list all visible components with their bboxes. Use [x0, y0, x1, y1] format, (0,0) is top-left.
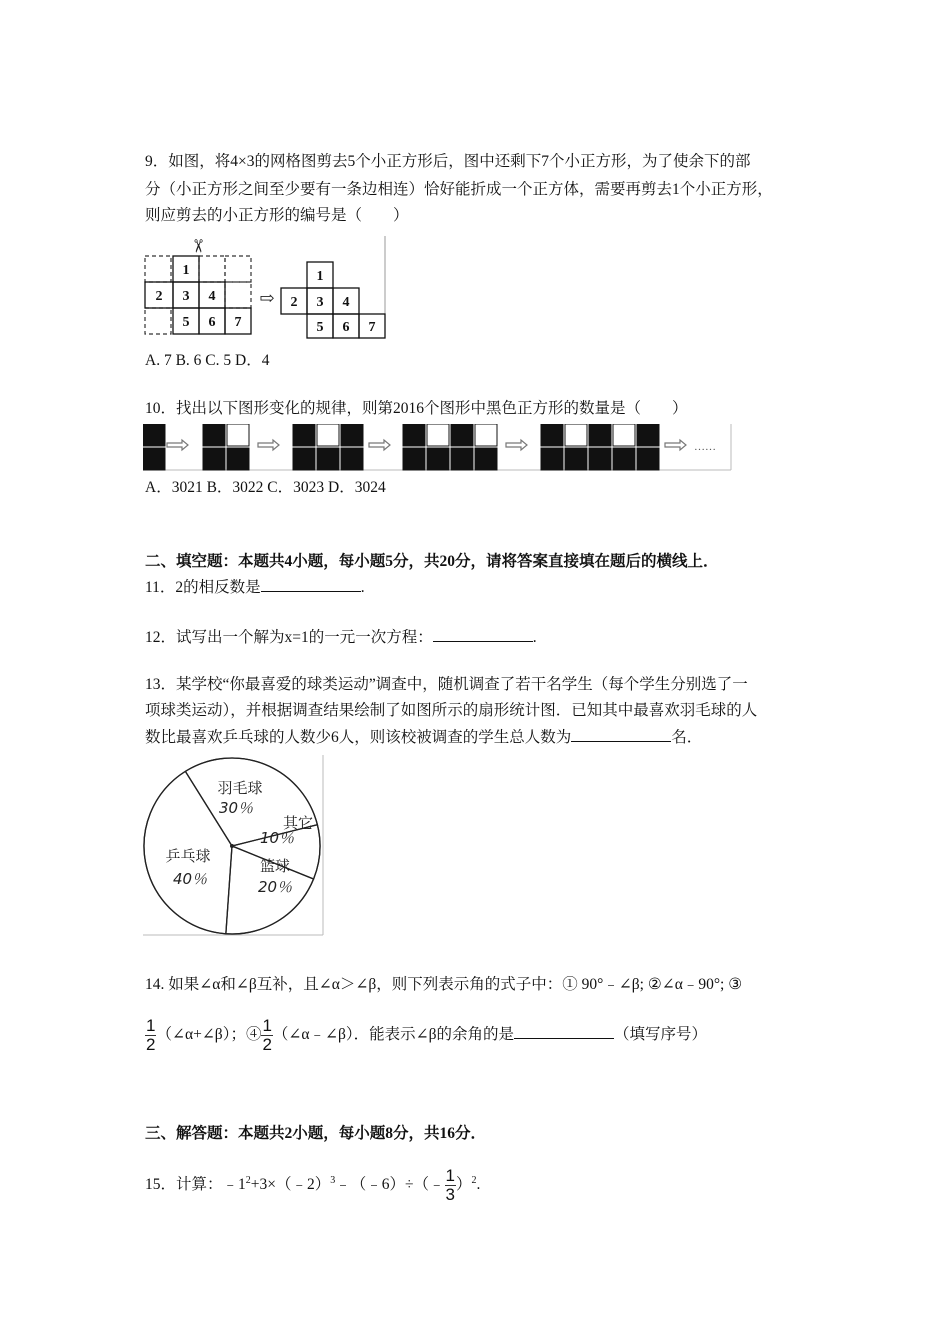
section-2-header: 二、填空题：本题共4小题，每小题5分，共20分，请将答案直接填在题后的横线上．: [145, 553, 719, 570]
q15-part-a: 15．计算：﹣1: [145, 1176, 246, 1194]
q11: [145, 577, 365, 598]
pattern-arrow-icon: [506, 440, 527, 450]
q10-pattern-figure: [143, 424, 733, 472]
black-square: [143, 448, 165, 470]
white-square: [427, 424, 449, 446]
q13-line-3-end: 名．: [671, 729, 703, 746]
q13-line-3: [145, 727, 702, 748]
q14-part-1: （∠α+∠β）；④: [156, 1026, 262, 1043]
black-square: [293, 424, 315, 446]
cell-label-5: 5: [182, 315, 190, 330]
q14-fraction-half-1: [145, 1017, 156, 1054]
q15-part-e: .: [476, 1176, 481, 1194]
q13-pie-chart: [143, 755, 325, 937]
black-square: [613, 448, 635, 470]
cell-label-3: 3: [182, 289, 190, 304]
black-square: [227, 448, 249, 470]
black-square: [427, 448, 449, 470]
white-square: [227, 424, 249, 446]
black-square: [475, 448, 497, 470]
section-3-header: 三、解答题：本题共2小题，每小题8分，共16分．: [145, 1125, 487, 1142]
q15-exponent-2: 3: [330, 1175, 336, 1186]
pie-percent-pingpong: 40％: [172, 870, 208, 888]
q12-end: .: [532, 629, 537, 646]
right-cell-label-3: 3: [316, 295, 324, 310]
scissors-icon: ✂: [188, 238, 208, 254]
right-cell-label-6: 6: [342, 320, 350, 335]
q15-fraction-third: [445, 1167, 456, 1204]
black-square: [403, 448, 425, 470]
pattern-arrow-icon: [665, 440, 686, 450]
black-square: [317, 448, 339, 470]
q15-part-b: +3×（﹣2）: [250, 1176, 331, 1194]
q10-options: A．3021 B．3022 C．3023 D．3024: [145, 479, 386, 496]
pie-center: [230, 844, 234, 848]
pie-label-pingpong: 乒乓球: [165, 847, 211, 865]
black-square: [451, 448, 473, 470]
fraction-numerator: 1: [146, 1015, 156, 1035]
pie-label-other: 其它: [282, 814, 314, 832]
right-cell-label-4: 4: [342, 295, 350, 310]
q9-line-1: 9．如图，将4×3的网格图剪去5个小正方形后，图中还剩下7个小正方形，为了使余下的部: [145, 153, 751, 170]
q14-line-2: [145, 1014, 707, 1056]
q13-answer-blank[interactable]: [571, 727, 671, 742]
cell-label-4: 4: [208, 289, 216, 304]
fraction-numerator: 1: [262, 1015, 272, 1035]
black-square: [541, 448, 563, 470]
q11-text: 11．2的相反数是: [145, 579, 261, 596]
fraction-numerator: 1: [445, 1166, 455, 1186]
pie-percent-badminton: 30％: [218, 799, 254, 817]
q13-line-2: 项球类运动），并根据调查结果绘制了如图所示的扇形统计图．已知其中最喜欢羽毛球的人: [145, 702, 758, 719]
black-square: [341, 448, 363, 470]
black-square: [403, 424, 425, 446]
arrow-icon: ⇨: [259, 288, 275, 308]
q11-end: .: [360, 579, 365, 596]
black-square: [293, 448, 315, 470]
pie-percent-basketball: 20％: [257, 878, 293, 896]
black-square: [341, 424, 363, 446]
q14-fraction-half-2: [261, 1017, 272, 1054]
q14-part-3: （填写序号）: [614, 1026, 708, 1043]
black-square: [451, 424, 473, 446]
black-square: [203, 448, 225, 470]
black-square: [589, 448, 611, 470]
white-square: [613, 424, 635, 446]
pattern-arrow-icon: [258, 440, 279, 450]
black-square: [143, 424, 165, 446]
q12-answer-blank[interactable]: [433, 627, 533, 642]
q13-line-3-text: 数比最喜欢乒乓球的人数少6人，则该校被调查的学生总人数为: [145, 729, 572, 746]
q15-part-c: ﹣（﹣6）÷（﹣: [335, 1176, 445, 1194]
pie-percent-other: 10％: [259, 829, 295, 847]
fraction-denominator: 2: [262, 1034, 272, 1054]
right-cell-label-7: 7: [368, 320, 376, 335]
pie-label-badminton: 羽毛球: [217, 779, 263, 797]
pattern-dots: ……: [694, 441, 716, 453]
white-square: [475, 424, 497, 446]
cell-label-6: 6: [208, 315, 216, 330]
q13-line-1: 13．某学校“你最喜爱的球类运动”调查中，随机调查了若干名学生（每个学生分别选了一: [145, 676, 748, 693]
q12-text: 12．试写出一个解为x=1的一元一次方程：: [145, 629, 433, 646]
q15-part-d: ）: [455, 1176, 472, 1194]
q9-line-2: 分（小正方形之间至少要有一条边相连）恰好能折成一个正方体，需要再剪去1个小正方形，: [145, 181, 773, 198]
q15-exponent-1: 2: [245, 1175, 251, 1186]
black-square: [565, 448, 587, 470]
q9-line-3: 则应剪去的小正方形的编号是（ ）: [145, 207, 409, 224]
q15-exponent-3: 2: [471, 1175, 477, 1186]
q14-answer-blank[interactable]: [514, 1024, 614, 1039]
right-cell-label-5: 5: [316, 320, 324, 335]
black-square: [541, 424, 563, 446]
pattern-arrow-icon: [167, 440, 188, 450]
fraction-denominator: 3: [445, 1185, 455, 1205]
white-square: [317, 424, 339, 446]
fraction-denominator: 2: [146, 1034, 156, 1054]
pattern-arrow-icon: [369, 440, 390, 450]
q9-options: A. 7 B. 6 C. 5 D．4: [145, 352, 270, 369]
q15: [145, 1160, 480, 1206]
q9-grid-figure: [143, 234, 393, 340]
white-square: [565, 424, 587, 446]
black-square: [637, 448, 659, 470]
black-square: [637, 424, 659, 446]
black-square: [203, 424, 225, 446]
cell-label-1: 1: [182, 263, 190, 278]
right-cell-label-1: 1: [316, 269, 324, 284]
pie-label-basketball: 篮球: [259, 857, 291, 875]
q11-answer-blank[interactable]: [261, 577, 361, 592]
q12: [145, 627, 537, 648]
black-square: [589, 424, 611, 446]
q14-part-2: （∠α﹣∠β）．能表示∠β的余角的是: [272, 1026, 515, 1043]
right-cell-label-2: 2: [290, 295, 298, 310]
cell-label-2: 2: [155, 289, 163, 304]
q10-line-1: 10．找出以下图形变化的规律，则第2016个图形中黑色正方形的数量是（ ）: [145, 400, 688, 417]
q14-line-1: 14. 如果∠α和∠β互补，且∠α＞∠β，则下列表示角的式子中：① 90°﹣∠β; ②∠α﹣90°; ③: [145, 976, 743, 993]
cell-label-7: 7: [234, 315, 242, 330]
